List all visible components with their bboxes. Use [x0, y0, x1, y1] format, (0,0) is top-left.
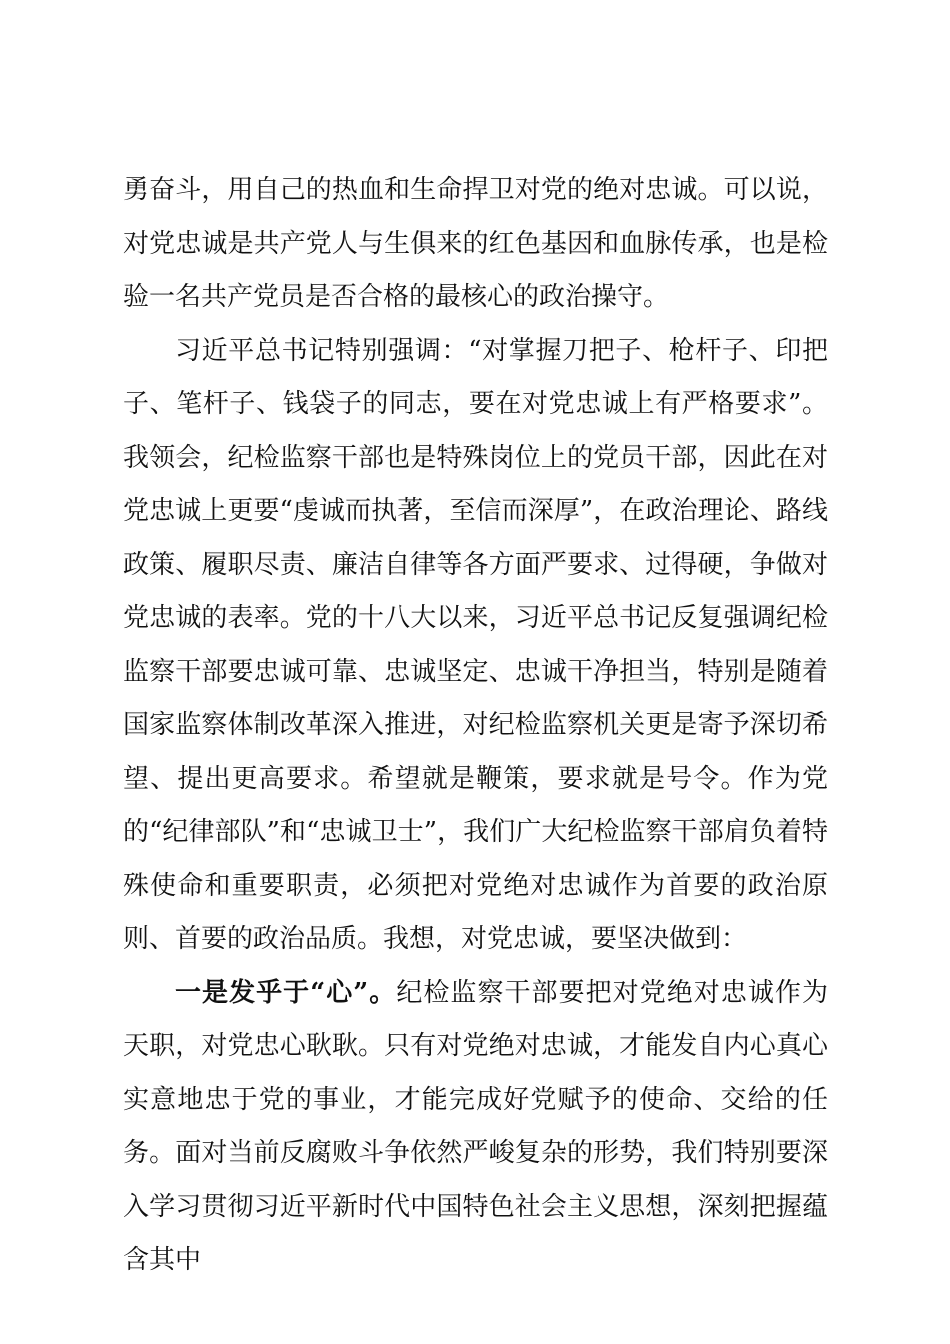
paragraph-continued: [123, 164, 828, 325]
paragraph-text: 纪检监察干部要把对党绝对忠诚作为天职，对党忠心耿耿。只有对党绝对忠诚，才能发自内心真心实意地忠于党的事业，才能完成好党赋予的使命、交给的任务。面对当前反腐败斗争依然严峻复杂的形势，我们特别要深入学习贯彻习近平新时代中国特色社会主义思想，深刻把握蕴含其中: [123, 977, 828, 1275]
paragraph-lead-heading: 一是发乎于“心”。: [175, 977, 397, 1008]
document-body: [123, 164, 828, 1288]
paragraph-text: 勇奋斗，用自己的热血和生命捍卫对党的绝对忠诚。可以说，对党忠诚是共产党人与生俱来的红色基因和血脉传承，也是检验一名共产党员是否合格的最核心的政治操守。: [123, 175, 828, 312]
paragraph-point-one: [123, 967, 828, 1288]
paragraph-text: 习近平总书记特别强调：“对掌握刀把子、枪杆子、印把子、笔杆子、钱袋子的同志，要在对党忠诚上有严格要求”。我领会，纪检监察干部也是特殊岗位上的党员干部，因此在对党忠诚上更要“虔诚而执著，至信而深厚”，在政治理论、路线政策、履职尽责、廉洁自律等各方面严要求、过得硬，争做对党忠诚的表率。党的十八大以来，习近平总书记反复强调纪检监察干部要忠诚可靠、忠诚坚定、忠诚干净担当，特别是随着国家监察体制改革深入推进，对纪检监察机关更是寄予深切希望、提出更高要求。希望就是鞭策，要求就是号令。作为党的“纪律部队”和“忠诚卫士”，我们广大纪检监察干部肩负着特殊使命和重要职责，必须把对党绝对忠诚作为首要的政治原则、首要的政治品质。我想，对党忠诚，要坚决做到：: [123, 335, 828, 954]
paragraph-emphasis: [123, 325, 828, 967]
